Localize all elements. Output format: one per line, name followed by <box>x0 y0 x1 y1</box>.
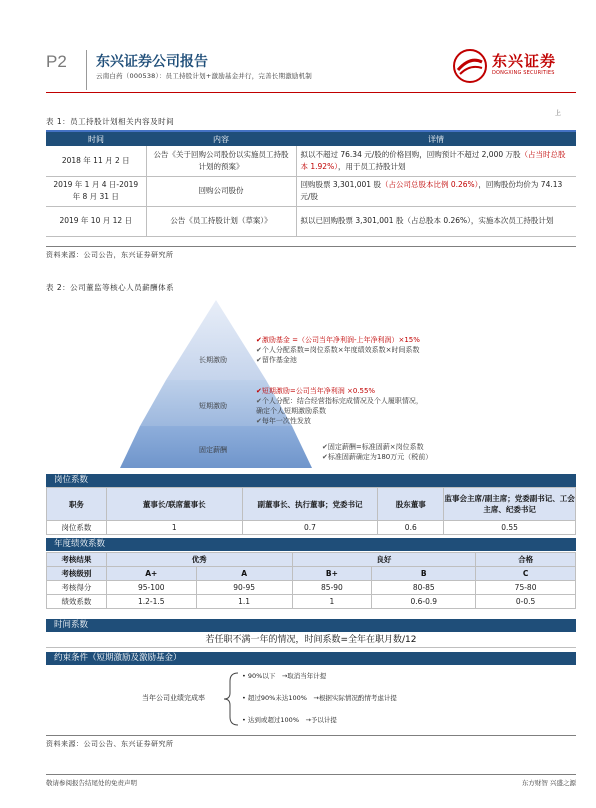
pyramid-tier-long <box>166 300 266 380</box>
detail-text: ，用于员工持股计划 <box>337 161 406 171</box>
row-detail <box>296 176 576 206</box>
performance-coef-title: 年度绩效系数 <box>46 538 576 551</box>
score-label: 考核得分 <box>47 581 107 595</box>
table2-bottom-rule <box>46 735 576 736</box>
header-rule <box>46 92 576 93</box>
header-divider <box>86 50 87 90</box>
check-icon: ✔ <box>256 417 262 425</box>
detail-text: 拟以不超过 76.34 元/股的价格回购，回购预计不超过 2,000 万股 <box>300 149 521 159</box>
level-value: B+ <box>292 567 372 581</box>
table1-caption: 表 1：员工持股计划相关内容及时间 <box>46 117 175 126</box>
check-icon: ✔ <box>256 336 262 344</box>
short-term-item: ✔个人分配：结合经营指标完成情况及个人履职情况，确定个人短期激励系数 <box>256 397 423 415</box>
long-term-item: ✔留作基金池 <box>256 356 297 364</box>
table-row <box>47 488 576 521</box>
performance-coef-table <box>46 552 576 609</box>
check-icon: ✔ <box>256 346 262 354</box>
level-value: B <box>372 567 476 581</box>
coef-label: 绩效系数 <box>47 595 107 609</box>
pay-structure-pyramid <box>120 300 312 468</box>
coef-value: 0.6-0.9 <box>372 595 476 609</box>
short-term-fund: ✔短期激励=公司当年净利润 ×0.55% <box>256 387 376 395</box>
detail-highlight: （占当时总股本 1.92%） <box>300 149 566 171</box>
table2-source: 资料来源：公司公告、东兴证券研究所 <box>46 740 174 748</box>
coef-value: 1.1 <box>196 595 292 609</box>
result-good: 良好 <box>292 553 476 567</box>
position-coef-value: 0.55 <box>444 521 576 535</box>
constraint-diagram <box>46 667 576 734</box>
level-value: A <box>196 567 292 581</box>
detail-text: ，回购股份均价为 74.13 元/股 <box>300 180 563 201</box>
table-row <box>46 176 576 206</box>
position-coef-value: 0.7 <box>242 521 378 535</box>
row-content: 公告《员工持股计划（草案）》 <box>146 206 296 236</box>
report-subtitle: 云南白药（000538）：员工持股计划+激励基金并行，完善长期激励机制 <box>96 72 313 80</box>
position-role: 副董事长、执行董事；党委书记 <box>242 488 378 521</box>
score-value: 75-80 <box>476 581 576 595</box>
result-excellent: 优秀 <box>106 553 292 567</box>
check-icon: ✔ <box>256 387 262 395</box>
check-icon: ✔ <box>322 453 328 461</box>
long-term-fund: ✔激励基金 =（公司当年净利润-上年净利润）×15% <box>256 336 420 344</box>
page-footer <box>46 778 576 787</box>
brace-icon <box>222 671 242 727</box>
constraint-item: • 90%以下 →取消当年计提 <box>242 672 327 680</box>
fixed-pay-bullets <box>322 442 522 462</box>
table-row <box>47 521 576 535</box>
table-row <box>47 595 576 609</box>
table-row <box>46 206 576 236</box>
page-mark: 上 <box>555 110 562 117</box>
company-logo <box>452 48 580 84</box>
detail-text: 拟以已回购股票 3,301,001 股（占总股本 0.26%），实施本次员工持股计划 <box>300 216 554 225</box>
footer-slogan: 东方财智 兴盛之源 <box>521 779 576 787</box>
check-icon: ✔ <box>256 397 262 405</box>
row-content: 公告《关于回购公司股份以实施员工持股计划的预案》 <box>146 146 296 176</box>
fixed-item: ✔标准固薪确定为180万元（税前） <box>322 453 433 461</box>
table-row <box>47 567 576 581</box>
score-value: 95-100 <box>106 581 196 595</box>
report-header <box>0 0 596 100</box>
table-row <box>47 553 576 567</box>
detail-text: 回购股票 3,301,001 股 <box>300 180 381 189</box>
row-time: 2018 年 11 月 2 日 <box>46 146 146 176</box>
table2-caption: 表 2：公司董监等核心人员薪酬体系 <box>46 283 175 292</box>
position-role: 董事长/联席董事长 <box>106 488 242 521</box>
footer-disclaimer: 敬请参阅报告结尾处的免责声明 <box>46 779 137 787</box>
check-icon: ✔ <box>256 356 262 364</box>
score-value: 80-85 <box>372 581 476 595</box>
table1-header-content: 内容 <box>146 132 296 146</box>
fixed-item: ✔固定薪酬=标准固薪×岗位系数 <box>322 443 424 451</box>
constraint-label: 当年公司业绩完成率 <box>142 694 205 702</box>
constraint-item: • 超过90%未达100% →根据实际情况酌情考虑计提 <box>242 694 397 702</box>
coef-value: 1 <box>292 595 372 609</box>
short-term-bullets <box>256 386 426 426</box>
position-coef-value: 1 <box>106 521 242 535</box>
table-row <box>47 581 576 595</box>
row-detail <box>296 146 576 176</box>
logo-text-en: DONGXING SECURITIES <box>492 70 555 76</box>
position-role: 监事会主席/副主席；党委副书记、工会主席、纪委书记 <box>444 488 576 521</box>
table1-bottom-rule <box>46 246 576 247</box>
row-content: 回购公司股份 <box>146 176 296 206</box>
position-coef-value: 0.6 <box>378 521 444 535</box>
pyramid-label-fixed: 固定薪酬 <box>199 446 227 454</box>
pyramid-label-long: 长期激励 <box>199 356 227 364</box>
position-coef-label: 岗位系数 <box>47 521 107 535</box>
coef-value: 0-0.5 <box>476 595 576 609</box>
constraint-title: 约束条件（短期激励及激励基金） <box>46 652 576 665</box>
detail-highlight: （占公司总股本比例 0.26%） <box>380 180 479 189</box>
table1-header-time: 时间 <box>46 132 146 146</box>
logo-text-cn: 东兴证券 <box>492 52 557 70</box>
level-label: 考核级别 <box>47 567 107 581</box>
long-term-bullets <box>256 335 466 365</box>
report-title: 东兴证券公司报告 <box>96 54 208 70</box>
long-term-item: ✔个人分配系数=岗位系数×年度绩效系数×时间系数 <box>256 346 420 354</box>
short-term-item: ✔每年一次性发放 <box>256 417 311 425</box>
employee-stock-plan-table <box>46 132 576 237</box>
table1-header-row <box>46 132 576 146</box>
table1-header-detail: 详情 <box>296 132 576 146</box>
level-value: C <box>476 567 576 581</box>
coef-value: 1.2-1.5 <box>106 595 196 609</box>
position-coef-title: 岗位系数 <box>46 474 576 487</box>
row-time: 2019 年 10 月 12 日 <box>46 206 146 236</box>
check-icon: ✔ <box>322 443 328 451</box>
table1-source: 资料来源：公司公告，东兴证券研究所 <box>46 251 174 259</box>
row-detail <box>296 206 576 236</box>
score-value: 90-95 <box>196 581 292 595</box>
table-row <box>46 146 576 176</box>
level-value: A+ <box>106 567 196 581</box>
position-role: 股东董事 <box>378 488 444 521</box>
position-coef-table <box>46 487 576 535</box>
footer-rule <box>46 774 576 775</box>
time-coef-text: 若任职不满一年的情况，时间系数=全年在职月数/12 <box>46 633 576 648</box>
score-value: 85-90 <box>292 581 372 595</box>
pyramid-label-short: 短期激励 <box>199 402 227 410</box>
position-header: 职务 <box>47 488 107 521</box>
row-time: 2019 年 1 月 4 日-2019 年 8 月 31 日 <box>46 176 146 206</box>
logo-emblem-icon <box>452 48 488 84</box>
constraint-item: • 达到或超过100% →予以计提 <box>242 716 337 724</box>
page-number: P2 <box>46 52 67 71</box>
result-label: 考核结果 <box>47 553 107 567</box>
result-pass: 合格 <box>476 553 576 567</box>
time-coef-title: 时间系数 <box>46 619 576 632</box>
